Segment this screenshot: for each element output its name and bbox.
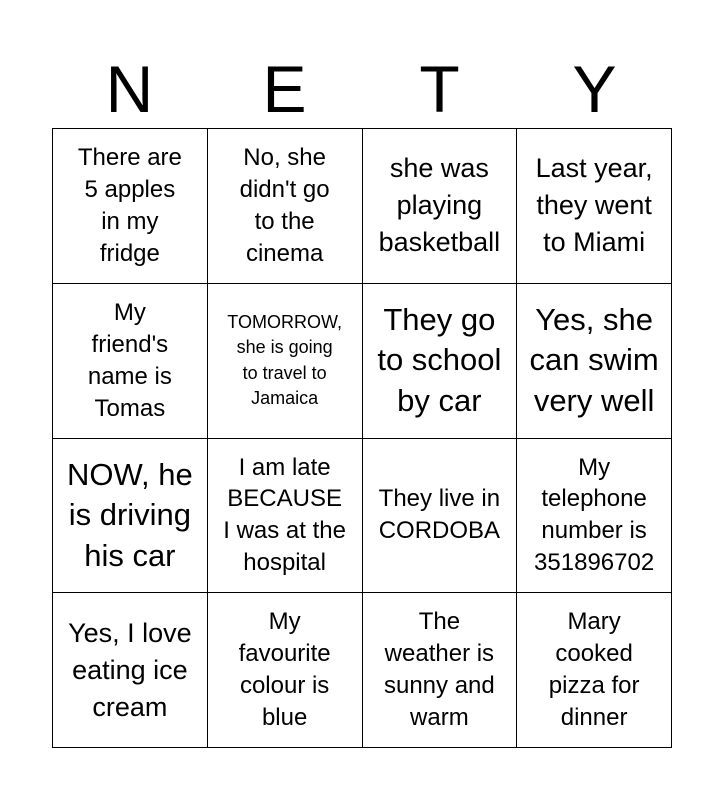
bingo-cell-text: They live in CORDOBA [378,485,501,545]
bingo-cell-text: My favourite colour is blue [238,608,331,732]
header-letter-e: E [262,52,307,126]
bingo-cell-text: The weather is sunny and warm [383,608,495,732]
bingo-cell-text: Yes, she can swim very well [529,302,659,418]
bingo-cell-r3c4[interactable] [517,439,672,594]
bingo-cell-r1c1[interactable] [53,129,208,284]
bingo-cell-r3c3[interactable] [363,439,518,594]
bingo-cell-text: Mary cooked pizza for dinner [548,608,640,732]
bingo-cell-text: she was playing basketball [378,153,501,258]
bingo-cell-r2c2[interactable] [208,284,363,439]
bingo-cell-r1c2[interactable] [208,129,363,284]
bingo-cell-text: NOW, he is driving his car [66,456,193,573]
bingo-cell-text: No, she didn't go to the cinema [239,144,330,267]
header-letter-y: Y [572,52,617,126]
bingo-cell-text: There are 5 apples in my fridge [77,144,182,267]
bingo-cell-r3c2[interactable] [208,439,363,594]
bingo-cell-r2c4[interactable] [517,284,672,439]
bingo-cell-text: Yes, I love eating ice cream [68,617,192,722]
bingo-cell-r1c3[interactable] [363,129,518,284]
bingo-cell-text: Last year, they went to Miami [535,153,653,258]
bingo-grid [52,128,672,748]
bingo-cell-text: My friend's name is Tomas [87,298,172,422]
bingo-cell-r4c2[interactable] [208,593,363,748]
bingo-cell-r2c1[interactable] [53,284,208,439]
bingo-cell-r2c3[interactable] [363,284,518,439]
header-letter-n: N [105,52,154,126]
bingo-cell-text: My telephone number is 351896702 [534,453,655,577]
bingo-cell-text: They go to school by car [377,302,502,418]
bingo-cell-r4c4[interactable] [517,593,672,748]
bingo-cell-text: TOMORROW, she is going to travel to Jamaica [227,312,342,408]
bingo-cell-text: I am late BECAUSE I was at the hospital [223,453,346,577]
bingo-cell-r3c1[interactable] [53,439,208,594]
bingo-cell-r4c3[interactable] [363,593,518,748]
bingo-cell-r4c1[interactable] [53,593,208,748]
bingo-cell-r1c4[interactable] [517,129,672,284]
bingo-header [52,50,672,128]
header-letter-t: T [419,52,460,126]
